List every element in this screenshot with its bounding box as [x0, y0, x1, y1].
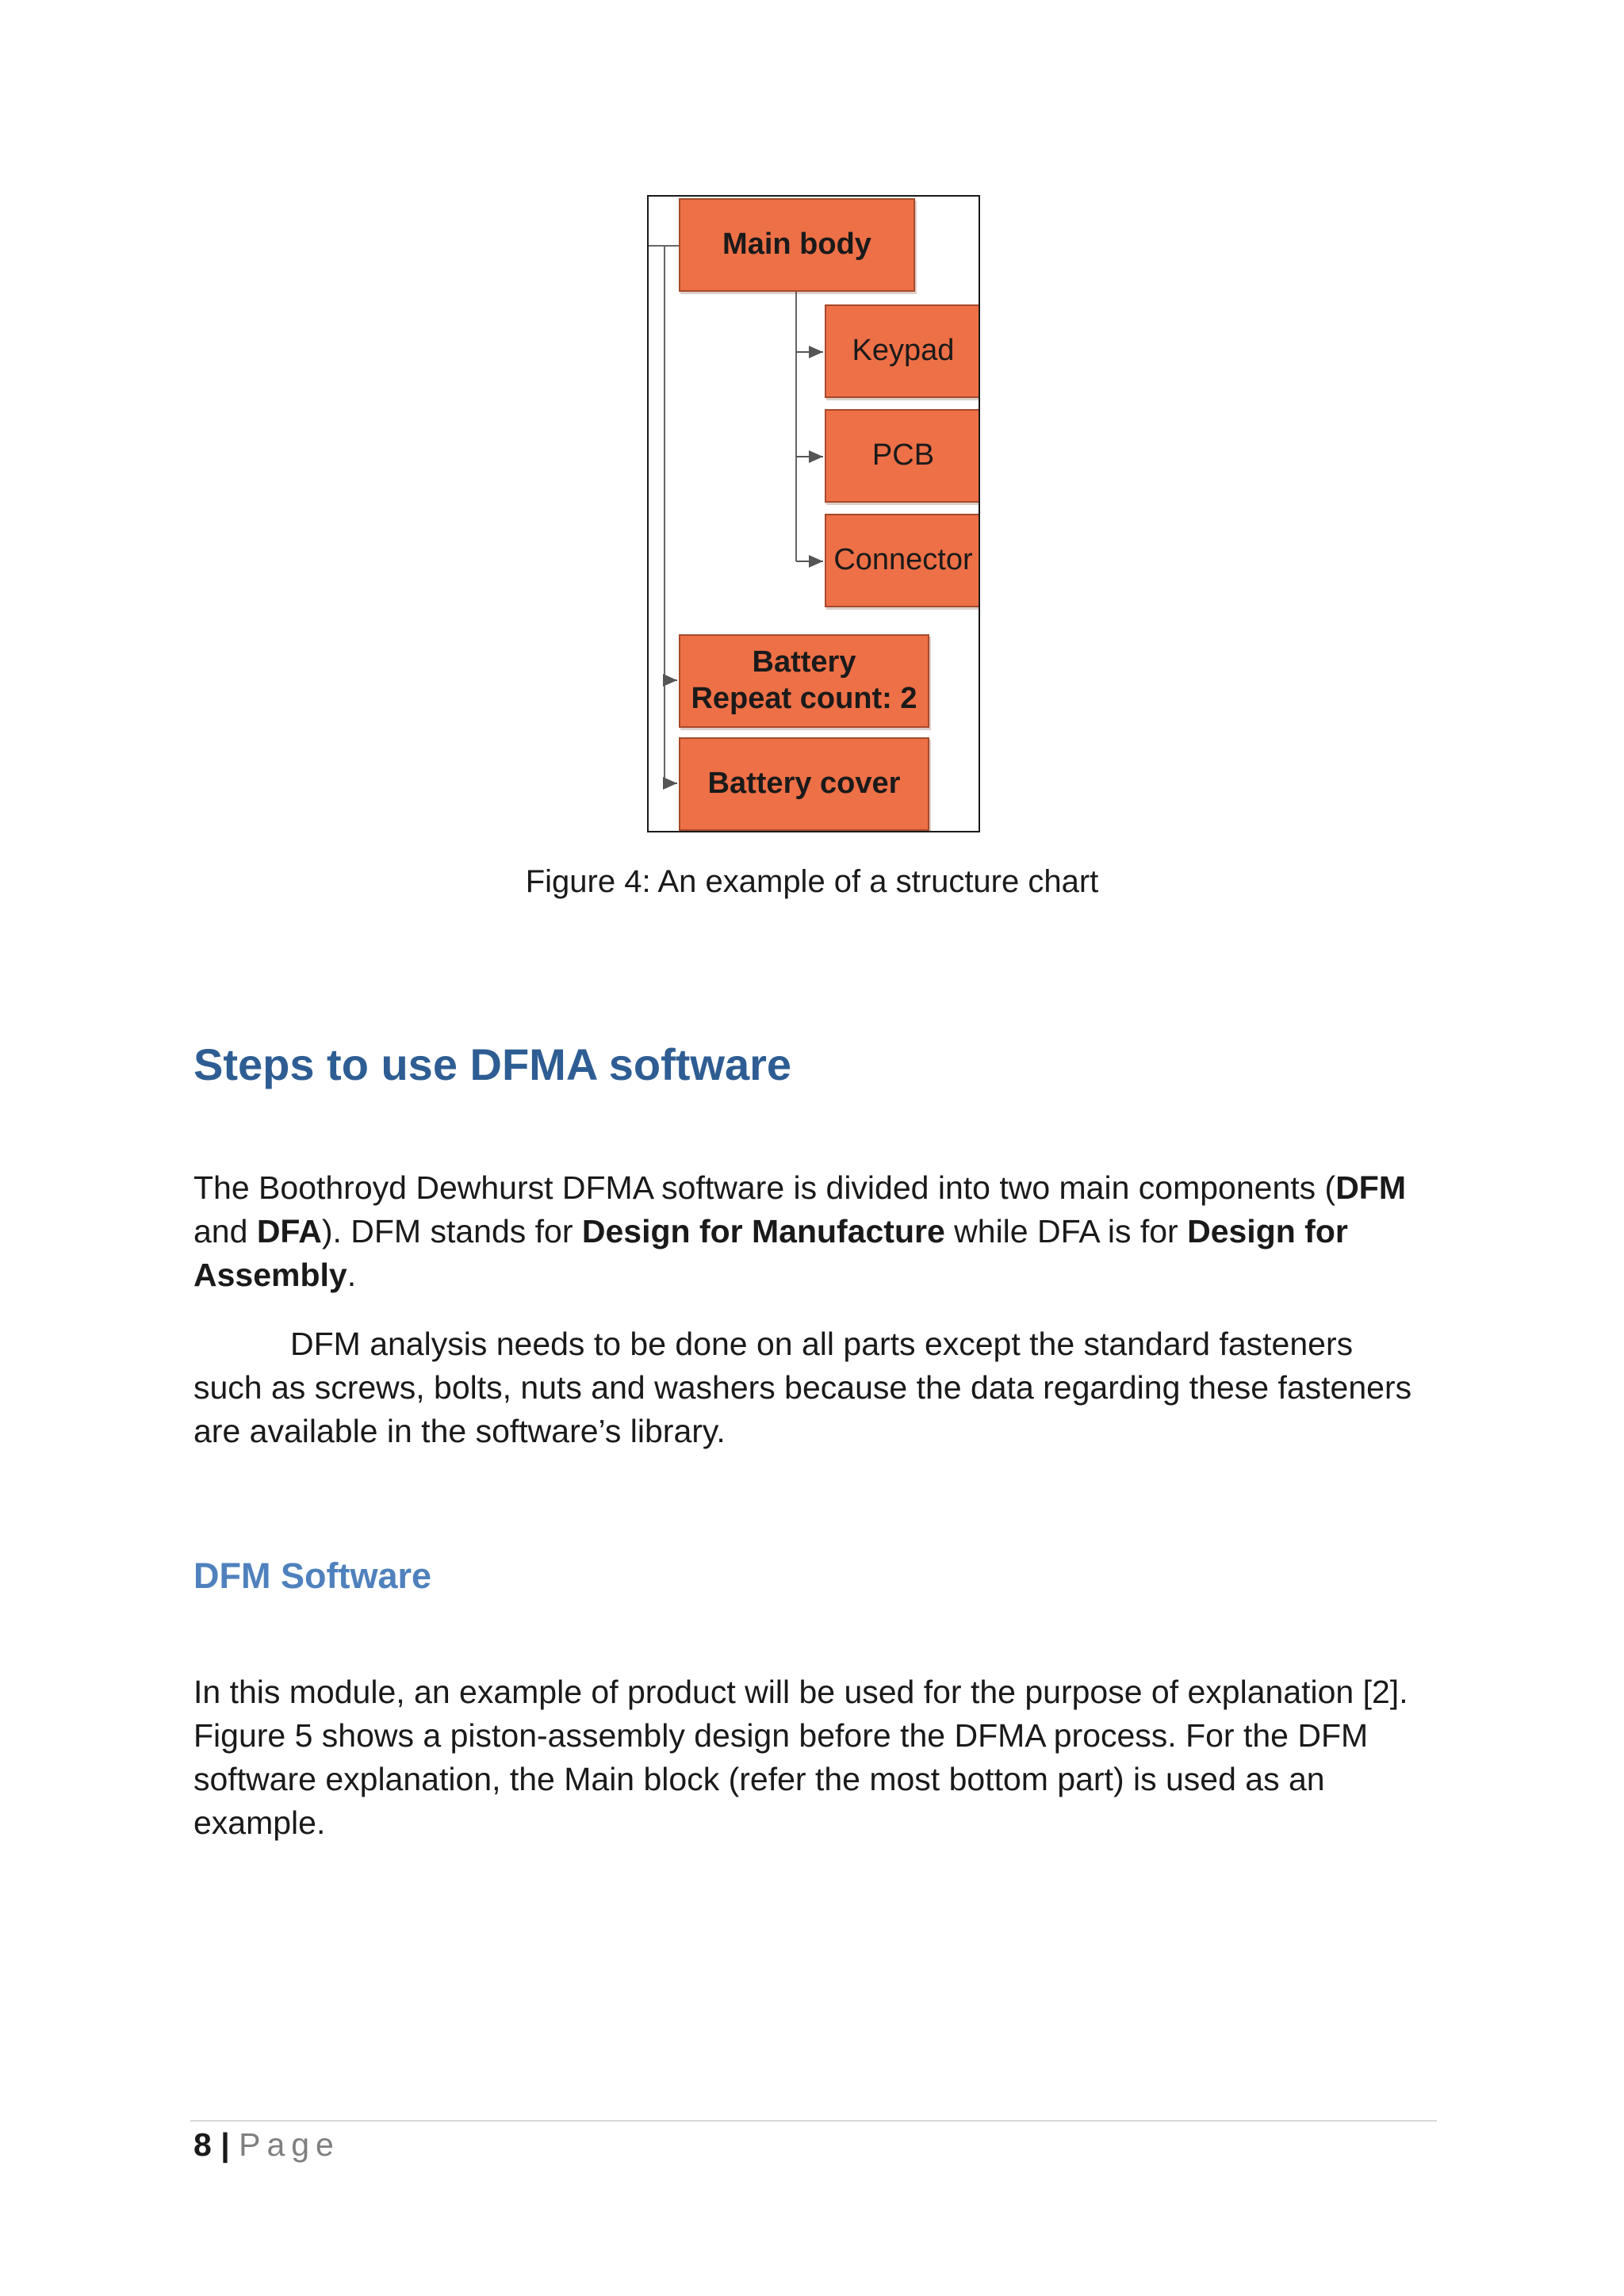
paragraph-intro — [193, 1166, 1431, 1297]
text-run: ). DFM stands for — [321, 1213, 582, 1249]
section-heading: Steps to use DFMA software — [193, 1039, 792, 1089]
node-keypad: Keypad — [825, 304, 980, 398]
node-pcb: PCB — [825, 409, 980, 503]
page-footer — [193, 2123, 340, 2167]
paragraph-module-example: In this module, an example of product will be used for the purpose of explanation [2]. Figure 5 shows a piston-assembly design before the DFMA process. For the DFM software explanation, the Main block (refer the most bottom part) is used as an example. — [193, 1674, 1408, 1841]
figure-caption: Figure 4: An example of a structure chart — [525, 864, 1099, 899]
bold-design-for-assembly: Design for Assembly — [193, 1213, 1348, 1293]
text-run: DFM analysis needs to be done on all parts except the standard fasteners such as screws, bolts, nuts and washers because the data regarding these fasteners are available in the software’s library. — [193, 1326, 1412, 1449]
bold-dfm: DFM — [1335, 1169, 1406, 1206]
bold-dfa: DFA — [256, 1213, 322, 1249]
paragraph-dfm-analysis — [193, 1322, 1431, 1453]
structure-chart — [647, 195, 980, 832]
page-label: Page — [239, 2126, 340, 2163]
node-main-body: Main body — [679, 198, 915, 292]
bold-design-for-manufacture: Design for Manufacture — [581, 1213, 945, 1249]
footer-divider — [190, 2120, 1437, 2122]
subsection-heading: DFM Software — [193, 1556, 432, 1596]
page-number: 8 — [193, 2126, 212, 2163]
node-battery: Battery Repeat count: 2 — [679, 634, 929, 728]
node-connector: Connector — [825, 514, 980, 607]
text-run: . — [347, 1257, 357, 1293]
node-battery-cover: Battery cover — [679, 737, 929, 831]
text-run: The Boothroyd Dewhurst DFMA software is divided into two main components ( — [193, 1169, 1336, 1206]
text-run: while DFA is for — [944, 1213, 1188, 1249]
text-run: and — [193, 1213, 257, 1249]
footer-separator: | — [220, 2126, 230, 2163]
